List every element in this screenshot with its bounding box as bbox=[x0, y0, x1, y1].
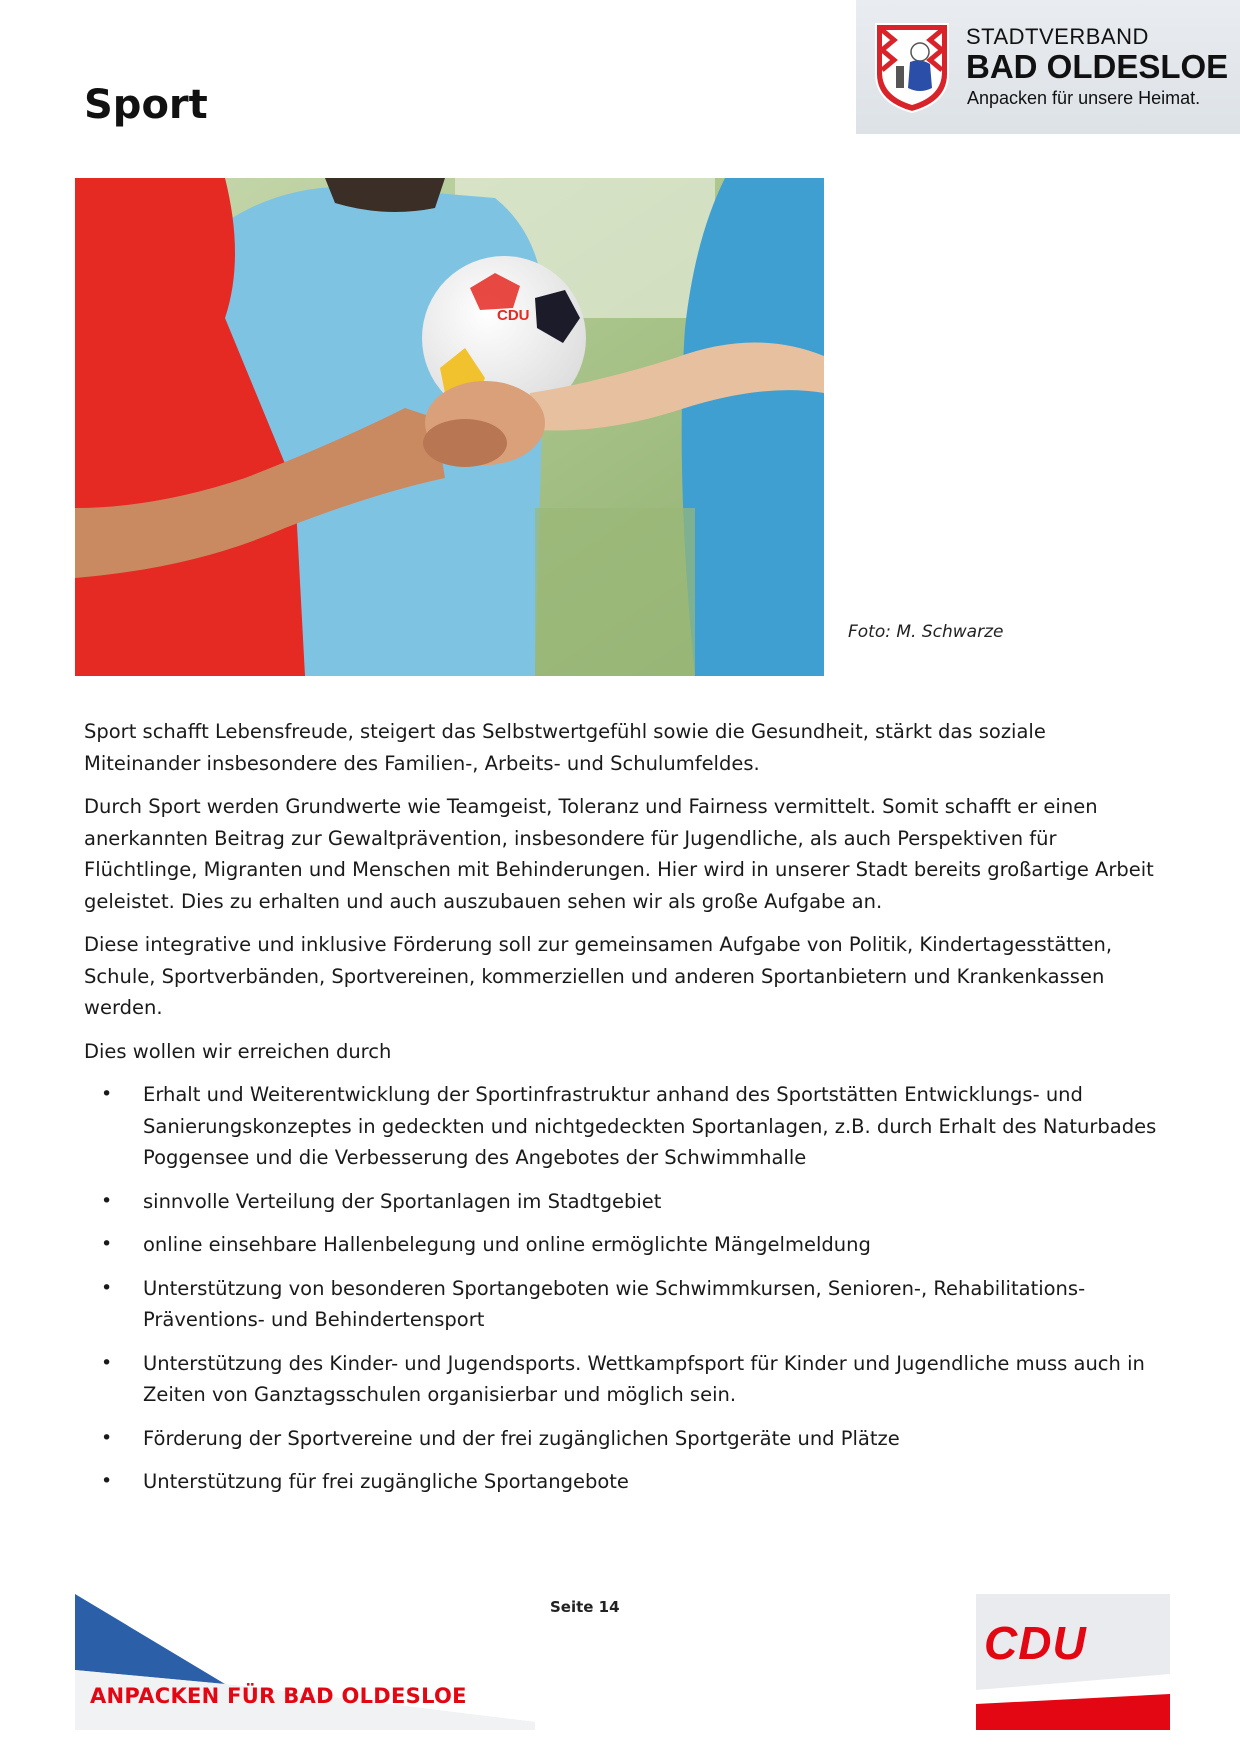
bullet-icon: • bbox=[101, 1470, 113, 1492]
list-item bbox=[84, 1466, 1160, 1498]
logo-line-stadtverband: STADTVERBAND bbox=[966, 24, 1149, 49]
list-item-text: Unterstützung von besonderen Sportangeboten wie Schwimmkursen, Senioren-, Rehabilitations- Präventions- und Behindertensport bbox=[143, 1276, 1086, 1331]
handshake-photo bbox=[75, 178, 824, 676]
bullet-icon: • bbox=[101, 1083, 113, 1105]
list-item bbox=[84, 1079, 1160, 1174]
bullet-icon: • bbox=[101, 1189, 113, 1212]
page-title: Sport bbox=[84, 82, 208, 128]
bullet-icon: • bbox=[101, 1233, 113, 1255]
footer-slogan: ANPACKEN FÜR BAD OLDESLOE bbox=[90, 1684, 467, 1708]
list-item-text: Unterstützung für frei zugängliche Sportangebote bbox=[143, 1470, 629, 1493]
list-item bbox=[84, 1186, 1160, 1218]
list-item bbox=[84, 1423, 1160, 1455]
paragraph: Durch Sport werden Grundwerte wie Teamgeist, Toleranz und Fairness vermittelt. Somit schafft er einen anerkannten Beitrag zur Gewaltprävention, insbesondere für Jugendliche, als auch Perspektiven für Flüchtlinge, Migranten und Menschen mit Behinderungen. Hier wird in unserer Stadt bereits großartige Arbeit geleistet. Dies zu erhalten und auch auszubauen sehen wir als große Aufgabe an. bbox=[84, 795, 1154, 913]
logo-line-town: BAD OLDESLOE bbox=[966, 48, 1229, 85]
stadtverband-logo bbox=[856, 0, 1240, 134]
bullet-icon: • bbox=[101, 1276, 113, 1299]
list-item bbox=[84, 1348, 1160, 1411]
bullet-icon: • bbox=[101, 1351, 113, 1374]
body-text bbox=[84, 716, 1160, 1510]
footer-banner-graphic bbox=[75, 1594, 535, 1730]
list-item-text: Erhalt und Weiterentwicklung der Sportinfrastruktur anhand des Sportstätten Entwicklungs- und Sanierungskonzeptes in gedeckten und nichtgedeckten Sportanlagen, z.B. durch Erhalt des Naturbades Poggensee und die Verbesserung des Angebotes der Schwimmhalle bbox=[143, 1083, 1157, 1169]
list-item-text: sinnvolle Verteilung der Sportanlagen im Stadtgebiet bbox=[143, 1189, 662, 1213]
list-item bbox=[84, 1229, 1160, 1261]
list-item-text: online einsehbare Hallenbelegung und online ermöglichte Mängelmeldung bbox=[143, 1233, 871, 1256]
photo-credit: Foto: M. Schwarze bbox=[848, 622, 1004, 642]
list-item bbox=[84, 1273, 1160, 1336]
holstein-crest-icon bbox=[874, 22, 950, 114]
bullet-icon: • bbox=[101, 1426, 113, 1449]
cdu-logo: CDU bbox=[984, 1617, 1087, 1669]
ball-label: CDU bbox=[497, 307, 530, 324]
list-item-text: Förderung der Sportvereine und der frei zugänglichen Sportgeräte und Plätze bbox=[143, 1426, 900, 1450]
paragraph: Sport schafft Lebensfreude, steigert das Selbstwertgefühl sowie die Gesundheit, stärkt das soziale Miteinander insbesondere des Familien-, Arbeits- und Schulumfeldes. bbox=[84, 720, 1046, 775]
paragraph: Dies wollen wir erreichen durch bbox=[84, 1039, 392, 1063]
list-item-text: Unterstützung des Kinder- und Jugendsports. Wettkampfsport für Kinder und Jugendliche muss auch in Zeiten von Ganztagsschulen organisierbar und möglich sein. bbox=[143, 1351, 1145, 1406]
goals-list bbox=[84, 1079, 1160, 1498]
logo-tagline: Anpacken für unsere Heimat. bbox=[967, 88, 1201, 108]
page-number: Seite 14 bbox=[550, 1598, 620, 1616]
paragraph: Diese integrative und inklusive Förderung soll zur gemeinsamen Aufgabe von Politik, Kindertagesstätten, Schule, Sportverbänden, Sportvereinen, kommerziellen und anderen Sportanbietern und Krankenkassen werden. bbox=[84, 933, 1113, 1019]
